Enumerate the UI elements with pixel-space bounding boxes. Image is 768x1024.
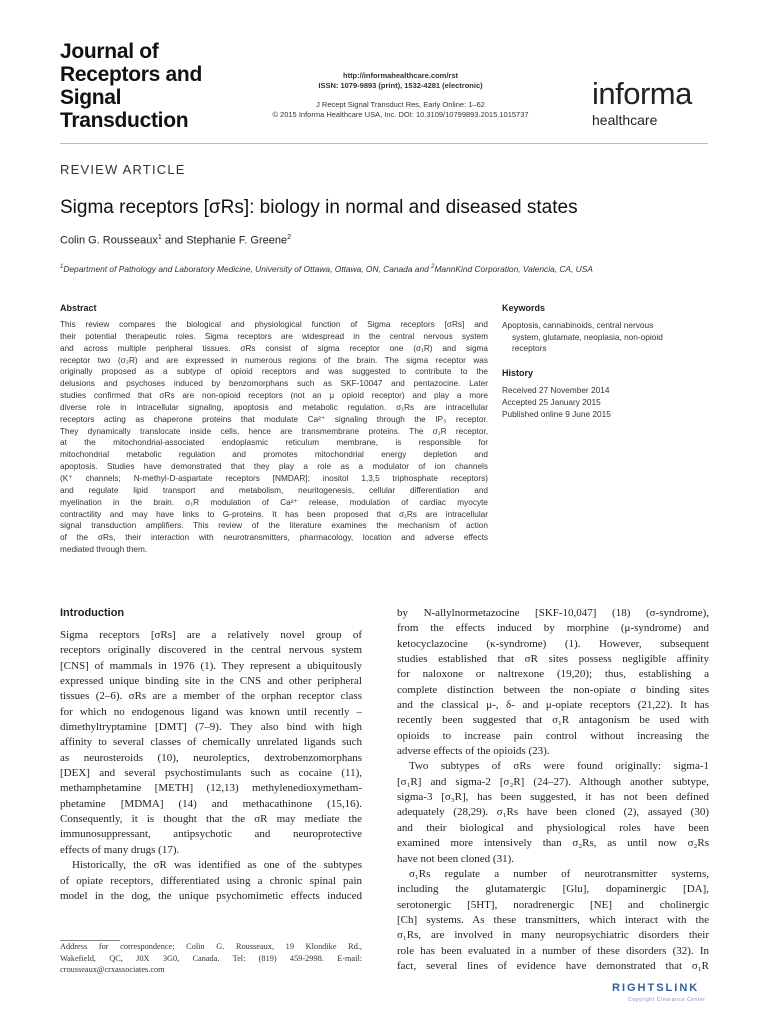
affiliation-marker: 1 [60,264,64,271]
text-line: mitochondrial metabolic regulation and promotes mitochondrial energy depletion and [60,450,488,460]
text-line: dimethyltryptamine [DMT] (7–9). They also bind with high [60,721,362,734]
abstract-body [60,319,488,556]
text-line: complete distinction between the non-opiate σ binding sites [397,683,709,696]
text-line: delusions and psychoses induced by benzomorphans such as SKF-10047 and pentazocine. Later [60,379,488,389]
text-line: [σ₁R] and sigma-2 [σ₂R] (24–27). Although another subtype, [397,775,709,788]
text-line: at the mitochondrial-associated endoplasmic reticulum membrane, is responsible for [60,438,488,448]
text-line: This review compares the biological and physiological function of Sigma receptors [σRs] and [60,320,488,329]
journal-copyright: © 2015 Informa Healthcare USA, Inc. DOI: 10.3109/10799893.2015.1015737 [272,110,529,119]
text-line: Sigma receptors [σRs] are a relatively novel group of [60,629,362,641]
rightslink-tagline: Copyright Clearance Center [628,997,706,1003]
journal-url[interactable]: http://informahealthcare.com/rst [342,71,459,80]
publisher-subname: healthcare [592,112,658,128]
text-line: examined more intensively than σ₂Rs, as until now σ₂Rs [397,837,709,850]
text-line: studies established that σR sites possess negligible affinity [397,653,709,666]
text-line: signal transduction amplifiers. This review of the literature examines the mechanism of action [60,521,488,531]
footnote-line: Wakefield, QC, J0X 3G0, Canada. Tel: (819) 459-2998. E-mail: [60,953,362,963]
header-divider [60,143,708,144]
abstract-heading: Abstract [60,303,97,313]
history-heading: History [502,368,534,379]
journal-metadata [258,71,543,120]
text-line: of the σRs, their interaction with neurotransmitters, pharmacology, location and adverse effects [60,533,488,543]
text-line: and regulate lipid transport and metabolism, neuritogenesis, cellular differentiation and [60,485,488,495]
text-line: apoptosis. Studies have demonstrated that they play a role as a modulator of ion channels [60,462,488,472]
journal-title-line: Signal [60,86,122,109]
history-section [502,368,708,420]
text-line: Two subtypes of σRs were found originally: sigma-1 [409,760,709,773]
text-line: and the classical μ-, δ- and μ-opiate receptors (21,22). It has [397,699,709,712]
footnote-line: Address for correspondence: Colin G. Rousseaux, 19 Klondike Rd., [60,942,362,951]
text-line: (K⁺ channels; N-methyl-D-aspartate receptors [NMDAR]; inositol 1,3,5 triphosphate receptors) [60,473,488,483]
publisher-name: informa [592,76,692,111]
author-name[interactable]: Colin G. Rousseaux [60,234,158,247]
text-line: opioids to increase pain control without increasing the [397,729,709,742]
keywords-line: Apoptosis, cannabinoids, central nervous [502,319,654,330]
affiliation-marker: 2 [431,264,435,271]
journal-citation: J Recept Signal Transduct Res, Early Online: 1–62 [316,100,485,109]
text-line: have not been cloned (31). [397,852,514,865]
text-line: for which no endogenous ligand was known until recently – [60,705,362,718]
keywords-line: system, glutamate, neoplasia, non-opioid [512,331,663,342]
text-line: and their biological and physiological roles have been [397,821,709,834]
text-line: receptor two (σ₂R) and are expressed in numerous regions of the brain. The sigma receptor was [60,355,488,365]
author-joiner: and [161,234,187,247]
text-line: adequately (28,29). σ₁Rs have been cloned (2), assayed (30) [397,806,709,819]
author-list [60,234,291,247]
text-line: mediated through them. [60,545,148,555]
rightslink-logo[interactable]: RIGHTSLINK [612,982,700,994]
journal-title-line: Receptors and [60,63,202,86]
text-line: including the glutamatergic [Glu], dopaminergic [DA], [397,883,709,896]
text-line: σ₁Rs, are involved in many neuropsychiatric disorders their [397,929,709,942]
affiliations [60,264,593,274]
affiliation-text: Department of Pathology and Laboratory Medicine, University of Ottawa, Ottawa, ON, Canada and [63,264,432,274]
text-line: recently been suggested that σ₁R antagonism be used with [397,714,709,727]
text-line: contractility and may have links to G-proteins. It has been proposed that σ₁Rs are intracellular [60,509,488,519]
text-line: σ₁Rs regulate a number of neurotransmitter systems, [409,867,709,880]
text-line: [DEX] and several psychostimulants such as cocaine (11), [60,767,362,780]
text-line: and across multiple peripheral tissues. σRs consist of sigma receptor one (σ₁R) and sigma [60,343,488,353]
journal-title-line: Journal of [60,40,159,63]
text-line: [CNS] of mammals in 1976 (1). They represent a ubiquitously [60,659,362,672]
text-line: diverse role in intracellular signaling, apoptosis and metabolic regulation. σ₁Rs are intracellular [60,402,488,412]
text-line: They dynamically translocate inside cells, hence are transmembrane proteins. The σ₁R receptor, [60,426,488,436]
text-line: receptors acting as chaperone proteins that modulate Ca²⁺ signaling through the IP₃ receptor. [60,414,488,424]
text-line: [Ch] systems. As these transmitters, which interact with the [397,913,709,926]
text-line: their potential therapeutic roles. Sigma receptors are widespread in the central nervous system [60,331,488,341]
text-line: ketocyclazocine (κ-syndrome) (1). However, subsequent [397,637,709,650]
keywords-heading: Keywords [502,303,546,313]
footnote-line: crousseaux@crxassociates.com [60,965,165,975]
text-line: tissues (2–6). σRs are a member of the orphan receptor class [60,690,362,703]
publisher-logo [592,78,692,128]
text-line: for naloxone or naltrexone (19,20); thus, establishing a [397,668,709,681]
history-received: Received 27 November 2014 [502,384,610,395]
text-line: effects of many drugs (17). [60,843,180,856]
text-line: model in the dog, the unique psychomimetic effects induced [60,889,362,902]
keywords-section [502,303,708,355]
body-column-right [397,606,709,974]
text-line: role has been evaluated in a number of these disorders (32). In [397,944,709,957]
introduction-heading: Introduction [60,607,125,619]
text-line: as neurosteroids (10), neuroleptics, dextrobenzomorphans [60,751,362,764]
text-line: Consequently, it is thought that the σR may mediate the [60,813,362,826]
text-line: serotonergic [5HT], noradrenergic [NE] and cholinergic [397,898,709,911]
journal-title [60,40,240,132]
text-line: sigma-3 [σ₃R], has been suggested, it has not been defined [397,791,709,804]
history-accepted: Accepted 25 January 2015 [502,396,601,407]
text-line: receptors originally discovered in the central nervous system [60,644,362,657]
text-line: myelination in the brain. σ₁R modulation of Ca²⁺ release, modulation of cardiac myocyte [60,497,488,507]
correspondence-footnote [60,941,362,976]
text-line: phetamine [MDMA] (14) and methacathinone (15,16). [60,797,362,810]
text-line: originally proposed as a subtype of opioid receptors and was suggested to contribute to the [60,367,488,377]
keywords-line: receptors [512,343,547,354]
text-line: fact, several lines of evidence have demonstrated that σ₁R [397,959,709,972]
text-line: by N-allylnormetazocine [SKF-10,047] (18) (σ-syndrome), [397,607,709,619]
journal-title-line: Transduction [60,109,189,132]
body-column-left [60,628,362,904]
author-affiliation-marker: 1 [157,234,162,241]
text-line: studies confirmed that σRs are non-opioid receptors (not an μ opioid receptor) and play a more [60,391,488,401]
article-sidebar [502,303,708,420]
text-line: from the effects induced by morphine (μ-syndrome) and [397,622,709,635]
text-line: immunosuppressant, antipsychotic and neuroprotective [60,828,362,841]
affiliation-text: MannKind Corporation, Valencia, CA, USA [434,264,593,274]
text-line: adverse effects of the opioids (23). [397,745,550,758]
text-line: affinity to several classes of chemically unrelated ligands such [60,736,362,749]
history-published: Published online 9 June 2015 [502,408,611,419]
article-type: REVIEW ARTICLE [60,162,186,177]
article-title: Sigma receptors [σRs]: biology in normal and diseased states [60,197,578,218]
text-line: expressed unique binding site in the CNS and other peripheral [60,675,362,688]
author-affiliation-marker: 2 [287,234,292,241]
text-line: methamphetamine [METH] (12,13) methylenedioxymetham- [60,782,362,795]
text-line: of opiate receptors, differentiated using a chronic spinal pain [60,874,362,887]
author-name[interactable]: Stephanie F. Greene [186,234,288,247]
journal-issn: ISSN: 1079-9893 (print), 1532-4281 (electronic) [318,81,483,90]
text-line: Historically, the σR was identified as one of the subtypes [72,859,362,872]
